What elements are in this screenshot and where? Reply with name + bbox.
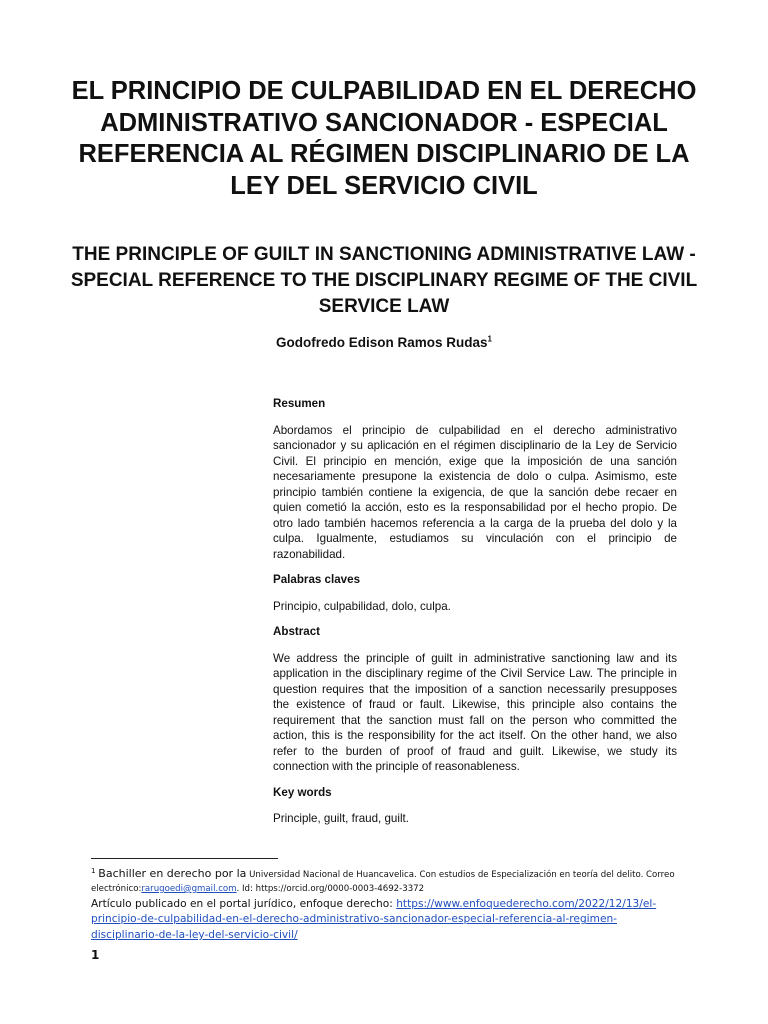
key-words-text: Principle, guilt, fraud, guilt. xyxy=(273,812,409,825)
footnote-lead: Bachiller en derecho por la xyxy=(98,866,247,880)
abstract-body: We address the principle of guilt in administrative sanctioning law and its application in the disciplinary regime of the Civil Service Law. The principle in question requires that the imposition of a sanction necessarily presupposes the existence of fraud or fault. Likewise, this principle also contains the requirement that the sanction must fall on the person who committed the action, this is the responsibility for the act itself. On the other hand, we also refer to the burden of proof of fraud and guilt. Likewise, we study its connection with the principle of reasonableness. xyxy=(273,651,677,773)
footnote-mark: 1 xyxy=(91,866,96,875)
footnote-email-label: electrónico: xyxy=(91,883,142,894)
published-url-link[interactable]: https://www.enfoquederecho.com/2022/12/13/el-principio-de-culpabilidad-en-el-derecho-administrativo-sancionador-especial-referencia-al-regimen-disciplinario-de-la-ley-del-servicio-civil/ xyxy=(91,897,657,941)
footnote-university: Universidad Nacional de Huancavelica. Con estudios de Especialización en teoría del delito. Correo xyxy=(249,869,675,880)
abstract-heading: Abstract xyxy=(273,625,321,638)
resumen-text: Abordamos el principio de culpabilidad en el derecho administrativo sancionador y su aplicación en el régimen disciplinario de la Ley de Servicio Civil. El principio en mención, exige que la imposición de una sanción necesariamente presupone la existencia de dolo o culpa. Asimismo, este principio también contiene la exigencia, de que la sanción debe recaer en quien cometió la acción, esto es la responsabilidad por el hecho propio. De otro lado también hacemos referencia a la carga de la prueba del dolo y la culpa. Igualmente, estudiamos su vinculación con el principio de razonabilidad. xyxy=(273,423,677,561)
author-name: Godofredo Edison Ramos Rudas xyxy=(276,335,488,350)
author-line xyxy=(60,334,708,352)
key-words-heading: Key words xyxy=(273,785,332,799)
palabras-claves-text: Principio, culpabilidad, dolo, culpa. xyxy=(273,599,451,613)
summary-column xyxy=(273,396,677,827)
footnotes xyxy=(91,864,681,943)
footnote-separator xyxy=(91,858,278,859)
author-footnote-mark[interactable]: 1 xyxy=(487,334,492,344)
resumen-heading: Resumen xyxy=(273,397,326,410)
footnote-orcid: . Id: https://orcid.org/0000-0003-4692-3372 xyxy=(236,883,425,894)
footnote-contact xyxy=(91,882,681,896)
abstract-text xyxy=(273,651,677,775)
title-spanish: EL PRINCIPIO DE CULPABILIDAD EN EL DERECHO ADMINISTRATIVO SANCIONADOR - ESPECIAL REFERENCIA AL RÉGIMEN DISCIPLINARIO DE LA LEY DEL SERVICIO CIVIL xyxy=(71,77,697,200)
page-number: 1 xyxy=(91,948,100,962)
published-note xyxy=(91,897,681,944)
published-label: Artículo publicado en el portal jurídico, enfoque derecho: xyxy=(91,897,393,910)
title-english: THE PRINCIPLE OF GUILT IN SANCTIONING ADMINISTRATIVE LAW - SPECIAL REFERENCE TO THE DISCIPLINARY REGIME OF THE CIVIL SERVICE LAW xyxy=(70,244,698,317)
footnote-1 xyxy=(91,864,681,882)
palabras-claves-heading: Palabras claves xyxy=(273,573,361,586)
footnote-email-link[interactable]: rarugoedi@gmail.com xyxy=(141,883,237,894)
